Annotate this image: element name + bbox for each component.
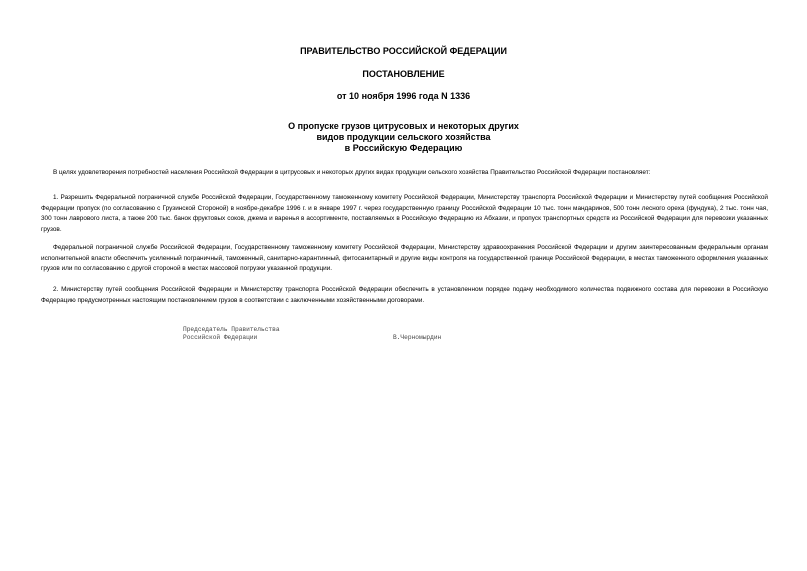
document-title-line: в Российскую Федерацию xyxy=(344,143,463,153)
issuing-authority: ПРАВИТЕЛЬСТВО РОССИЙСКОЙ ФЕДЕРАЦИИ xyxy=(300,46,507,56)
preamble-paragraph: В целях удовлетворения потребностей населения Российской Федерации в цитрусовых и некоторых других видах продукции сельского хозяйства Правительство Российской Федерации постановляет: xyxy=(53,169,651,176)
document-title-line: О пропуске грузов цитрусовых и некоторых других xyxy=(288,121,519,131)
clause-2-paragraph: 2. Министерству путей сообщения Российской Федерации и Министерству транспорта Российской Федерации обеспечить в установленном порядке подачу необходимого количества подвижного состава для перевозки в Российскую Федерацию предусмотренных настоящим постановлением грузов в соответствии с заключенными хозяйственными договорами. xyxy=(41,286,768,304)
document-title xyxy=(0,121,807,154)
clause-1-paragraph: 1. Разрешить Федеральной пограничной службе Российской Федерации, Государственному таможенному комитету Российской Федерации, Министерству транспорта Российской Федерации и Министерству путей сообщения Российской Федерации пропуск (по согласованию с Грузинской Стороной) в ноябре-декабре 1996 г. и в январе 1997 г. через государственную границу Российской Федерации 10 тыс. тонн мандаринов, 500 тонн лесного ореха (фундука), 2 тыс. тонн чая, 300 тонн лаврового листа, а также 200 тыс. банок фруктовых соков, джема и варенья в ассортименте, поставляемых в Российскую Федерацию из Абхазии, и пропуск транспортных средств из Российской Федерации для перевозки указанных грузов. xyxy=(41,194,768,233)
document-title-line: видов продукции сельского хозяйства xyxy=(316,132,491,142)
signatory-position-line1: Председатель Правительства xyxy=(183,326,280,333)
signatory-name: В.Черномырдин xyxy=(393,334,442,341)
document-type: ПОСТАНОВЛЕНИЕ xyxy=(362,69,445,79)
document-date-number: от 10 ноября 1996 года N 1336 xyxy=(336,91,471,101)
clause-1-control-paragraph: Федеральной пограничной службе Российской Федерации, Государственному таможенному комитету Российской Федерации, Министерству здравоохранения Российской Федерации и другим заинтересованным федеральным органам исполнительной власти обеспечить усиленный пограничный, таможенный, санитарно-карантинный, фитосанитарный и другие виды контроля на государственной границе Российской Федерации, в местах таможенного оформления указанных грузов или по согласованию с другой стороной в местах массовой погрузки указанной продукции. xyxy=(41,244,768,272)
signatory-position-line2: Российской Федерации xyxy=(183,334,258,341)
